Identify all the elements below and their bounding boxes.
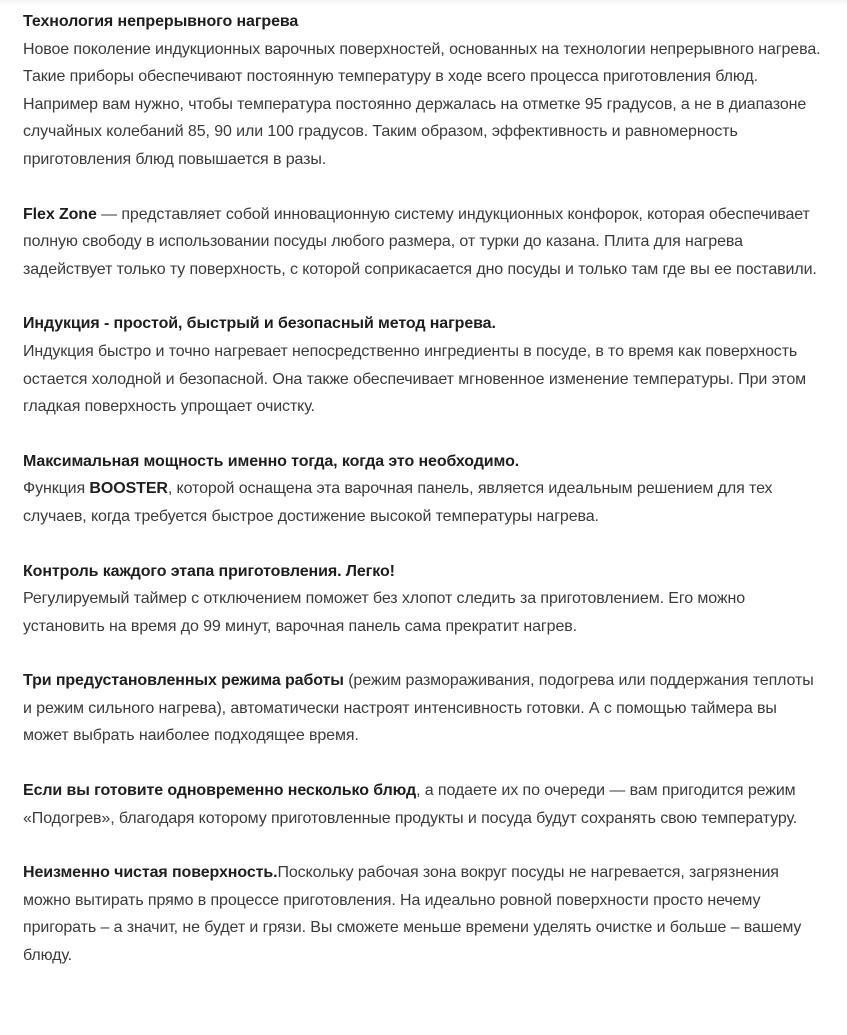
product-description [0,6,847,970]
section-heading: Технология непрерывного нагрева [23,13,299,30]
section-body: Поскольку рабочая зона вокруг посуды не нагревается, загрязнения можно вытирать прямо в процессе приготовления. На идеально ровной поверхности просто нечему пригорать – а значит, не будет и грязи. Вы сможете меньше времени уделять очистке и больше – вашему блюду. [23,864,802,965]
section-body: Новое поколение индукционных варочных поверхностей, основанных на технологии непрерывного нагрева. Такие приборы обеспечивают постоянную температуру в ходе всего процесса приготовления блюд. Например вам нужно, чтобы температура постоянно держалась на отметке 95 градусов, а не в диапазоне случайных колебаний 85, 90 или 100 градусов. Таким образом, эффективность и равномерность приготовления блюд повышается в разы. [23,40,821,168]
section-paragraph [23,859,824,969]
section-max-power [23,448,824,531]
section-heading: Индукция - простой, быстрый и безопасный метод нагрева. [23,315,496,333]
section-body: Индукция быстро и точно нагревает непосредственно ингредиенты в посуде, в то время как поверхность остается холодной и безопасной. Она также обеспечивает мгновенное изменение температуры. При этом гладкая поверхность упрощает очистку. [23,342,807,416]
section-clean-surface [23,859,824,969]
section-continuous-heating [23,8,824,174]
booster-label: BOOSTER [89,480,168,498]
section-lead: Flex Zone [23,205,97,223]
section-body: Регулируемый таймер с отключением поможет без хлопот следить за приготовлением. Его можно установить на время до 99 минут, варочная панель сама прекратит нагрев. [23,590,746,635]
section-body: , а подаете их по очереди — вам пригодится режим «Подогрев», благодаря которому приготовленные продукты и посуда будут сохранять свою температуру. [23,782,798,827]
section-induction [23,310,824,420]
section-timer-control [23,558,824,641]
section-lead: Неизменно чистая поверхность. [23,864,278,882]
section-body: (режим размораживания, подогрева или поддержания теплоты и режим сильного нагрева), автоматически настроят интенсивность готовки. А с помощью таймера вы может выбрать наиболее подходящее время. [23,672,814,745]
section-body: — представляет собой инновационную систему индукционных конфорок, которая обеспечивает полную свободу в использовании посуды любого размера, от турки до казана. Плита для нагрева задействует только ту поверхность, с которой соприкасается дно посуды и только там где вы ее поставили. [23,205,817,278]
section-flex-zone [23,201,824,284]
section-body-pre: Функция [23,480,90,498]
section-paragraph [23,201,824,284]
section-paragraph [23,667,824,750]
section-heading: Контроль каждого этапа приготовления. Легко! [23,562,395,580]
section-keep-warm [23,777,824,832]
section-body-post: , которой оснащена эта варочная панель, является идеальным решением для тех случаев, когда требуется быстрое достижение высокой температуры нагрева. [23,480,773,525]
section-heading: Максимальная мощность именно тогда, когда это необходимо. [23,452,520,470]
section-lead: Если вы готовите одновременно несколько блюд [23,782,417,800]
section-preset-modes [23,667,824,750]
section-paragraph [23,777,824,832]
section-paragraph [23,475,824,530]
section-lead: Три предустановленных режима работы [23,672,344,690]
